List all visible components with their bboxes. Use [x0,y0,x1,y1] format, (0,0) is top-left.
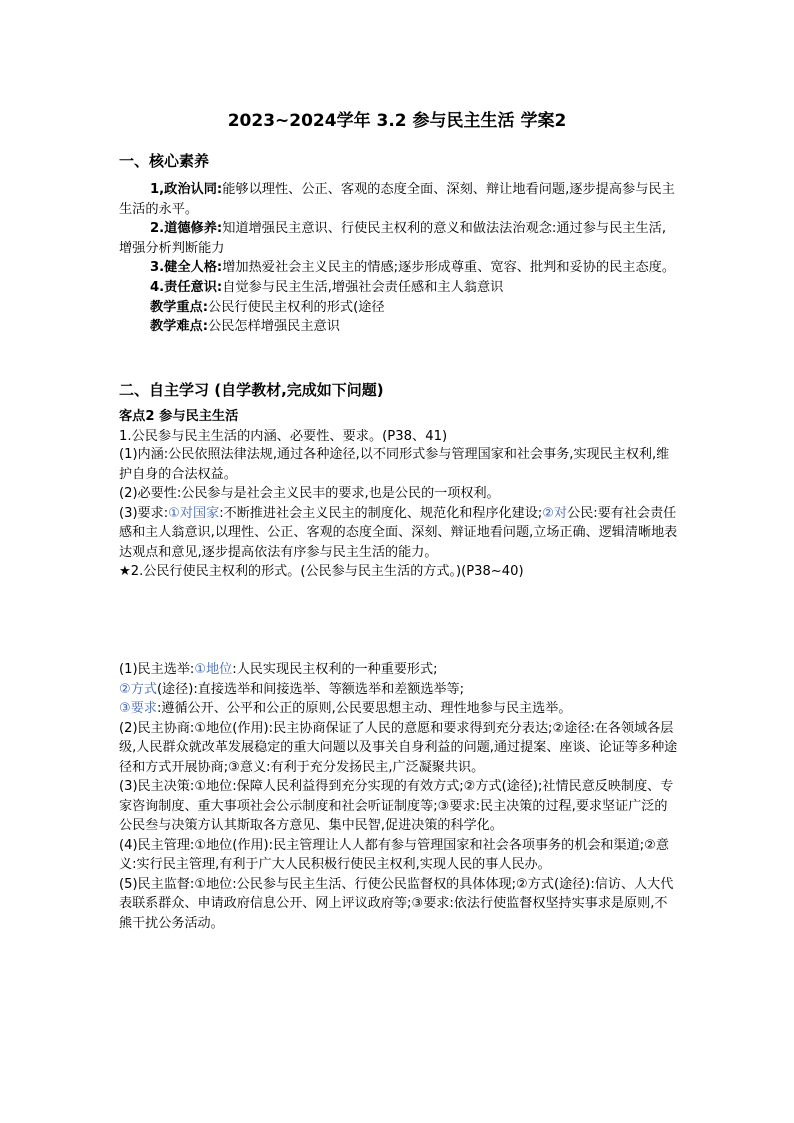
q1-requirements [119,504,679,563]
q1-req-mid: :不断推进社会主义民主的制度化、规范化和程序化建设; [219,505,543,521]
q1-req-country: ①对国家 [168,505,220,521]
election-requirement: ③要求 [119,701,157,716]
election-status: ①地位 [194,662,233,677]
teaching-focus-text: 公民行使民主权利的形式(途径 [208,299,385,315]
democratic-consultation: (2)民主协商:①地位(作用):民主协商保证了人民的意愿和要求得到充分表达;②途径:在各领域各层级,人民群众就改革发展稳定的重大问题以及事关自身利益的问题,通过提案、座谈、论证等多种途径和方式开展协商;③意义:有利于充分发扬民主,广泛凝聚共识。 [119,720,678,775]
core-item-2 [119,219,679,258]
core-item-3-label: 3.健全人格: [150,260,223,276]
core-item-1 [119,180,679,219]
question-1-answers [119,445,679,582]
core-item-2-text: 知道增强民主意识、行使民主权利的意义和做法法治观念:通过参与民主生活,增强分析判断能力 [119,221,667,256]
core-item-3 [119,258,679,278]
election-method-text: (途径):直接选举和间接选举、等额选举和差额选举等; [156,681,465,697]
section-heading-core: 一、核心素养 [119,152,210,170]
core-literacy-list [119,180,679,337]
democratic-supervision: (5)民主监督:①地位:公民参与民主生活、行使公民监督权的具体体现;②方式(途径):信访、人大代表联系群众、申请政府信息公开、网上评议政府等;③要求:依法行使监督权坚持实事求是原则,不熊干扰公务活动。 [119,876,674,931]
self-study-header [119,407,679,446]
page-title: 2023~2024学年 3.2 参与民主生活 学案2 [227,111,567,131]
core-item-4-text: 自觉参与民主生活,增强社会责任感和主人翁意识 [222,279,504,295]
subheading: 客点2 参与民主生活 [119,409,239,424]
democratic-decision: (3)民主决策:①地位:保障人民利益得到充分实现的有效方式;②方式(途径);社情民意反映制度、专家咨询制度、重大事项社会公示制度和社会听证制度等;③要求:民主决策的过程,要求坚证广泛的公民叁与决策方认其斯取各方意见、集中民智,促进决策的科学化。 [119,779,674,833]
election-line-3 [119,699,679,719]
teaching-difficulty-text: 公民怎样增强民主意识 [208,319,340,335]
democratic-management: (4)民主管理:①地位(作用):民主管理让人人都有参与管理国家和社会各项事务的机会和渠道;②意义:实行民主管理,有利于广大人民积极行使民主权利,实现人民的事人民办。 [119,837,669,872]
election-requirement-text: :遵循公开、公平和公正的原则,公民要思想主动、理性地参与民主选举。 [156,701,572,716]
core-item-4-label: 4.责任意识: [150,279,223,295]
election-line-1 [119,660,679,680]
question-2-answers [119,660,679,933]
question-2: ★2.公民行使民主权利的形式。(公民参与民主生活的方式。)(P38~40) [119,564,524,579]
election-status-text: :人民实现民主权利的一种重要形式; [232,662,438,677]
teaching-focus-label: 教学重点: [150,299,209,315]
core-item-1-label: 1,政治认同: [150,182,223,197]
election-prefix: (1)民主选举: [119,662,195,677]
election-method: ②方式 [119,681,157,697]
q1-connotation: (1)内涵:公民依照法律法规,通过各种途径,以不同形式参与管理国家和社会事务,实现民主权利,维护自身的合法权益。 [119,447,670,482]
election-line-2 [119,680,679,700]
q1-req-rest: 公民:要有社会责任感和主人翁意识,以理性、公正、客观的态度全面、深刻、辩证地看问题,立场正确、逻辑清晰地表达观点和意见,逐步提高依法有序参与民主生活的能力。 [119,505,678,560]
core-item-4 [119,278,679,298]
q1-req-citizen: ②对 [542,505,568,521]
question-1: 1.公民参与民主生活的内涵、必要性、要求。(P38、41) [119,428,448,444]
teaching-difficulty-label: 教学难点: [150,319,209,335]
q1-necessity: (2)必要性:公民参与是社会主义民丰的要求,也是公民的一项权利。 [119,486,500,501]
teaching-difficulty [119,317,679,337]
teaching-focus [119,298,679,318]
section-heading-self-study: 二、自主学习 (自学教材,完成如下问题) [119,381,384,399]
core-item-3-text: 增加热爱社会主义民主的情感;逐步形成尊重、宽容、批判和妥协的民主态度。 [222,260,676,276]
q1-req-prefix: (3)要求: [119,505,169,521]
core-item-2-label: 2.道德修养: [150,221,223,237]
core-item-1-text: 能够以理性、公正、客观的态度全面、深刻、辩让地看问题,逐步提高参与民主生活的永平。 [119,182,675,217]
